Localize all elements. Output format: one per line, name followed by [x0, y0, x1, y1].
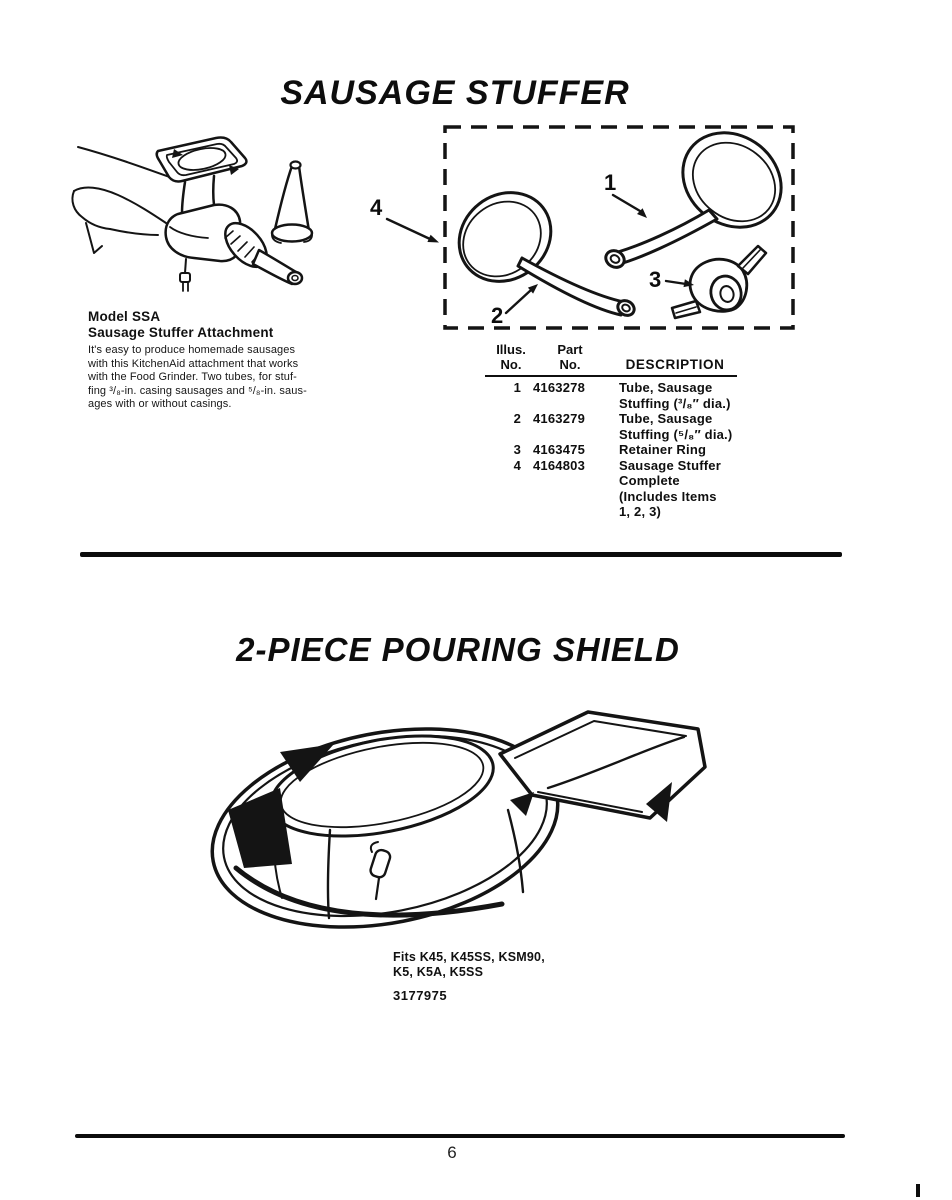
description-cell: Tube, Sausage Stuffing (⁵/₈″ dia.)	[619, 411, 733, 442]
illus-no-cell: 2	[513, 411, 521, 426]
part-no-cell: 4163475	[533, 442, 586, 457]
callout-1-label: 1	[604, 170, 617, 195]
model-name: Model SSA	[88, 309, 161, 324]
column-header-illus-no: Illus. No.	[496, 342, 526, 372]
callout-3-label: 3	[649, 267, 662, 292]
illus-no-cell: 1	[513, 380, 521, 395]
description-cell: Retainer Ring	[619, 442, 707, 457]
section-title-sausage-stuffer: SAUSAGE STUFFER	[280, 74, 630, 112]
table-rows	[485, 380, 743, 520]
fits-line: Fits K45, K45SS, KSM90,	[393, 950, 545, 964]
description-line: fing ³/₈-in. casing sausages and ⁵/₈-in. saus-	[88, 384, 307, 397]
description-cell: Sausage Stuffer Complete (Includes Items 1, 2, 3)	[619, 457, 721, 519]
model-caption	[88, 309, 274, 341]
description-cell: Tube, Sausage Stuffing (³/₈″ dia.)	[619, 380, 731, 411]
part-no-cell: 4164803	[533, 457, 586, 473]
description-line: with this KitchenAid attachment that works	[88, 357, 299, 370]
ssa-attachment-illustration	[70, 125, 340, 320]
part-no-cell: 4163279	[533, 411, 586, 426]
stuffing-tube-2-drawing	[441, 174, 637, 318]
table-row	[485, 442, 743, 458]
shield-fits-caption	[393, 950, 545, 980]
pouring-shield-illustration	[180, 692, 750, 942]
table-header-rule	[485, 375, 737, 377]
attachment-description	[88, 344, 307, 412]
shield-part-number: 3177975	[393, 988, 448, 1003]
description-line: It's easy to produce homemade sausages	[88, 344, 296, 356]
column-header-description: DESCRIPTION	[625, 357, 725, 372]
table-row	[485, 411, 743, 442]
part-no-cell: 4163278	[533, 380, 586, 395]
page-number: 6	[447, 1143, 457, 1162]
fits-line: K5, K5A, K5SS	[393, 965, 484, 979]
sausage-stuffer-parts-figure	[360, 118, 800, 336]
illus-no-cell: 3	[513, 442, 521, 457]
attachment-name: Sausage Stuffer Attachment	[88, 325, 274, 340]
callout-4-label: 4	[370, 195, 383, 220]
column-header-part-no: Part No.	[557, 342, 583, 372]
scan-artifact-mark	[916, 1184, 920, 1197]
section-title-pouring-shield: 2-PIECE POURING SHIELD	[236, 631, 680, 668]
table-row	[485, 458, 743, 520]
callout-2-label: 2	[491, 303, 504, 328]
stuffing-tube-1-drawing	[603, 118, 800, 271]
footer-rule	[75, 1134, 845, 1138]
section-divider-rule	[80, 552, 842, 557]
table-row	[485, 380, 743, 411]
illus-no-cell: 4	[513, 457, 521, 473]
description-line: ages with or without casings.	[88, 398, 232, 410]
description-line: with the Food Grinder. Two tubes, for stuf-	[88, 371, 297, 383]
